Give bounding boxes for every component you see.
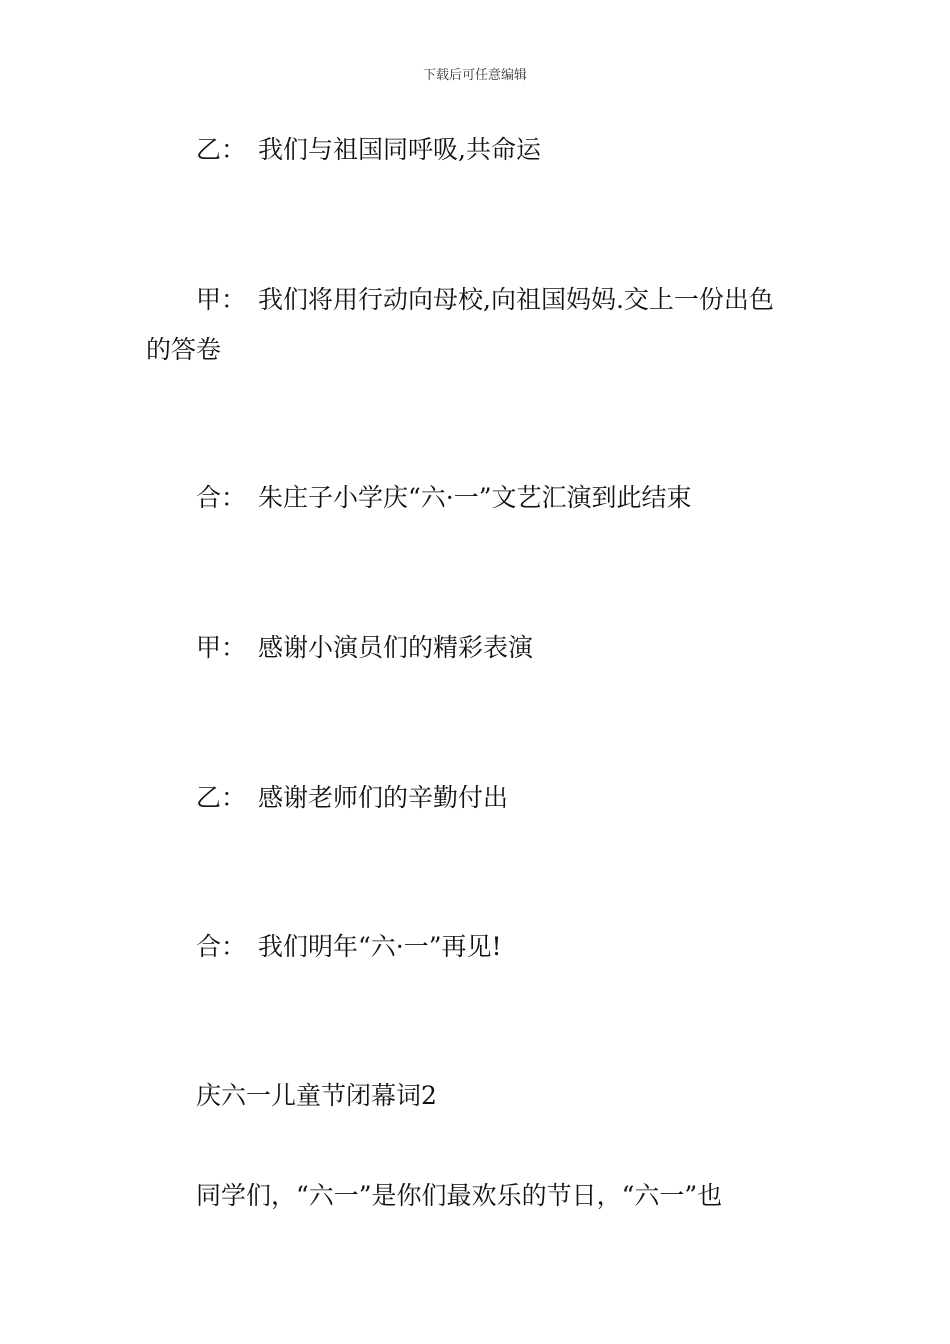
- speaker-label: 甲：: [196, 633, 247, 662]
- dialogue-text: 朱庄子小学庆“六·一”文艺汇演到此结束: [258, 483, 692, 512]
- dialogue-text: 感谢小演员们的精彩表演: [258, 633, 534, 662]
- dialogue-text: 感谢老师们的辛勤付出: [258, 783, 509, 812]
- speaker-label: 甲：: [196, 285, 247, 314]
- dialogue-line: [196, 630, 533, 666]
- speaker-label: 合：: [196, 932, 247, 961]
- dialogue-continuation: 的答卷: [146, 335, 222, 364]
- section-title: 庆六一儿童节闭幕词2: [196, 1081, 437, 1110]
- speaker-label: 乙：: [196, 135, 247, 164]
- dialogue-line: [196, 282, 774, 318]
- speaker-label: 合：: [196, 483, 247, 512]
- dialogue-line: [196, 132, 541, 168]
- dialogue-text: 我们将用行动向母校,向祖国妈妈.交上一份出色: [258, 285, 774, 314]
- dialogue-line: [196, 780, 508, 816]
- page-header: 下载后可任意编辑: [422, 68, 527, 83]
- speaker-label: 乙：: [196, 783, 247, 812]
- dialogue-line: [196, 480, 692, 516]
- dialogue-text: 我们明年“六·一”再见!: [258, 932, 502, 961]
- body-paragraph: 同学们，“六一”是你们最欢乐的节日，“六一”也: [196, 1181, 723, 1210]
- dialogue-line: [196, 929, 502, 965]
- dialogue-text: 我们与祖国同呼吸,共命运: [258, 135, 541, 164]
